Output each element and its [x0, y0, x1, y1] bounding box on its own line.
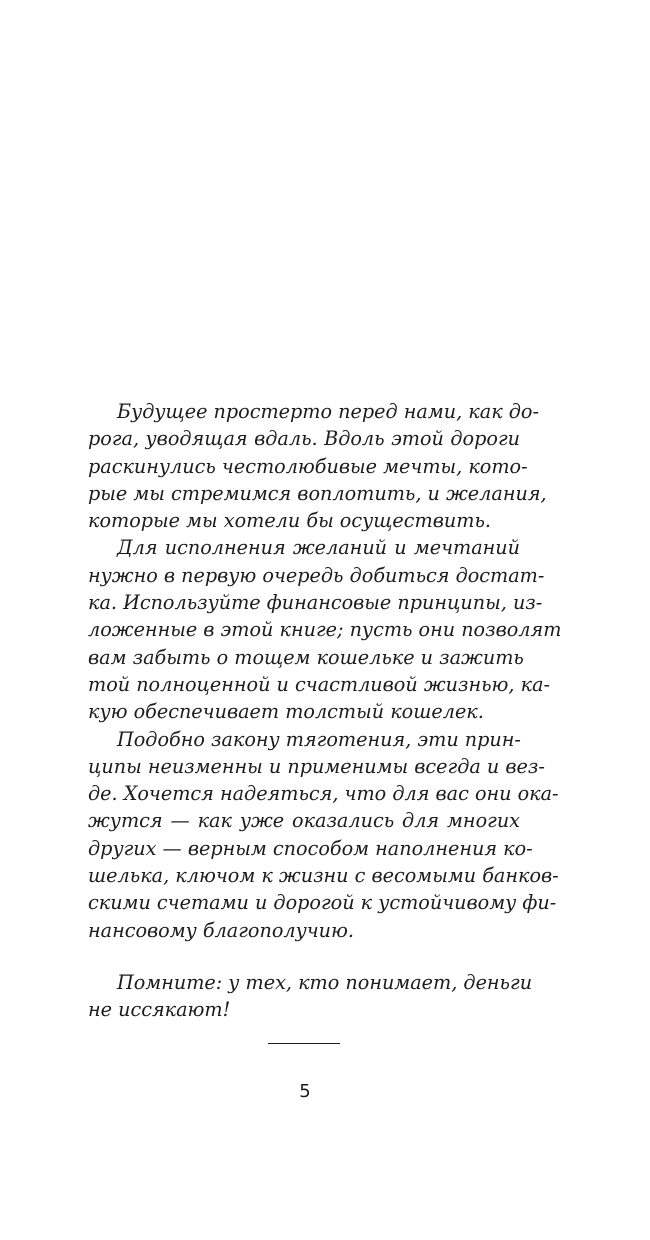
text-line: ципы неизменны и применимы всегда и вез-	[88, 754, 545, 778]
text-line: жутся — как уже оказались для многих	[88, 809, 520, 833]
text-line: той полноценной и счастливой жизнью, ка-	[88, 672, 551, 696]
text-line: нансовому благополучию.	[88, 918, 355, 942]
text-line: других — верным способом наполнения ко-	[88, 836, 533, 860]
text-line: раскинулись честолюбивые мечты, кото-	[88, 454, 528, 478]
text-line: шелька, ключом к жизни с весомыми банков-	[88, 864, 559, 888]
paragraph-2	[88, 534, 562, 725]
closing-remark	[88, 969, 533, 1024]
text-line: нужно в первую очередь добиться достат-	[88, 563, 545, 587]
text-line: ложенные в этой книге; пусть они позволят	[88, 618, 562, 642]
text-line: Для исполнения желаний и мечтаний	[117, 536, 520, 560]
text-line: ка. Используйте финансовые принципы, из-	[88, 591, 543, 615]
text-line: которые мы хотели бы осуществить.	[88, 509, 491, 533]
text-line: рога, уводящая вдаль. Вдоль этой дороги	[88, 427, 520, 451]
text-line: скими счетами и дорогой к устойчивому фи-	[88, 891, 557, 915]
body-text	[88, 398, 562, 944]
text-line: Подобно закону тяготения, эти прин-	[117, 727, 521, 751]
text-line: не иссякают!	[88, 998, 231, 1022]
text-line: де. Хочется надеяться, что для вас они ока-	[88, 782, 559, 806]
text-line: Будущее простерто перед нами, как до-	[117, 400, 539, 423]
paragraph-3	[88, 726, 559, 944]
text-line: Помните: у тех, кто понимает, деньги	[117, 971, 533, 994]
text-line: кую обеспечивает толстый кошелек.	[88, 700, 484, 724]
page-number: 5	[299, 1081, 311, 1102]
text-line: вам забыть о тощем кошельке и зажить	[88, 645, 524, 669]
text-line: рые мы стремимся воплотить, и желания,	[88, 481, 547, 505]
divider-rule	[268, 1043, 340, 1044]
paragraph-1	[88, 398, 547, 534]
